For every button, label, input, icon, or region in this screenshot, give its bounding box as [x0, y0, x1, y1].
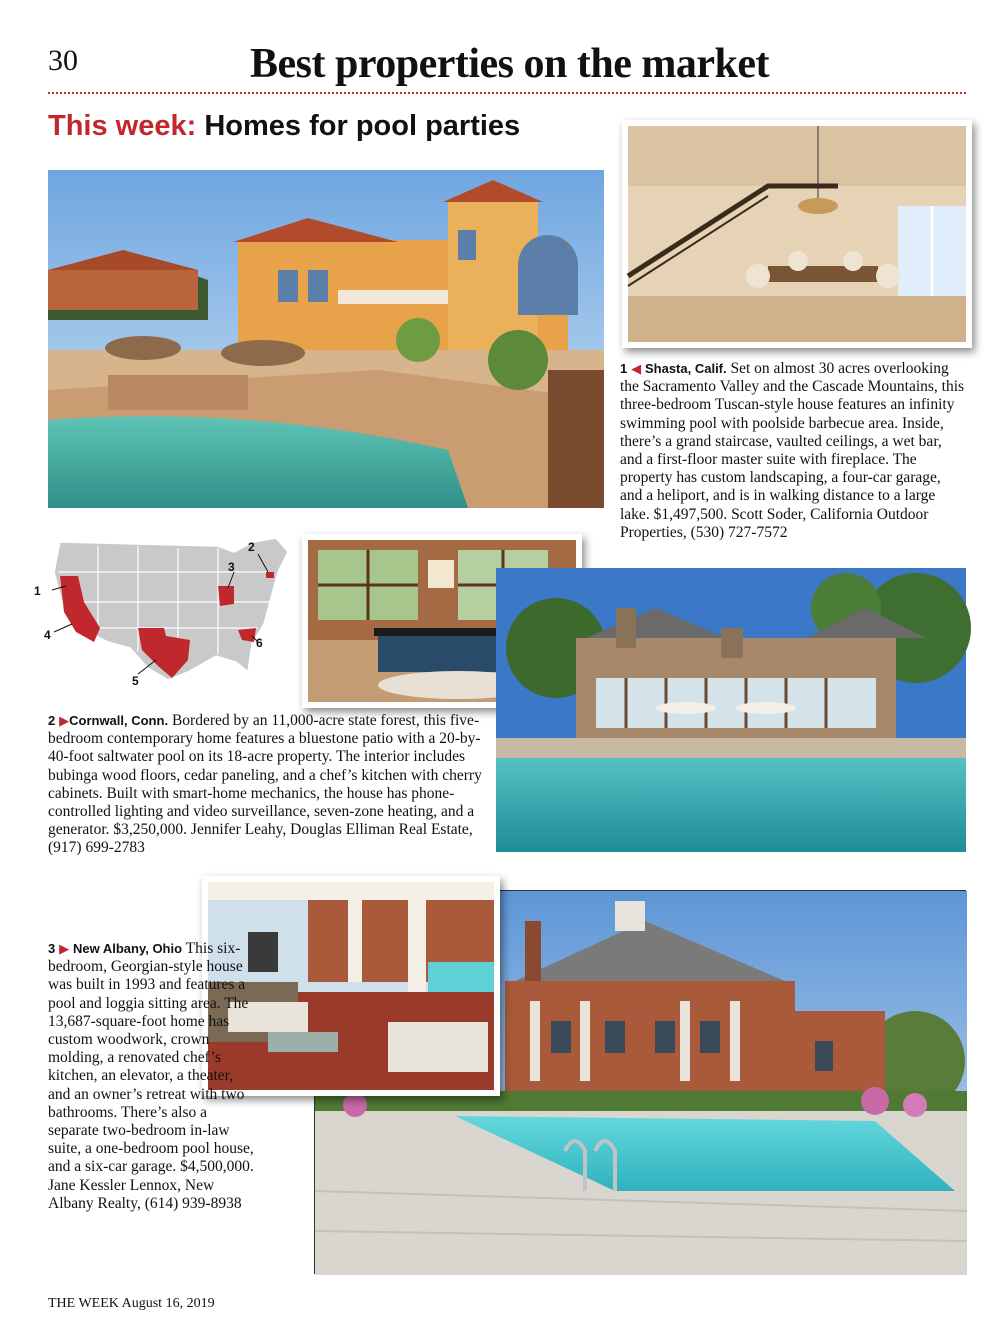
footer-date: August 16, 2019 — [121, 1296, 215, 1311]
listing-3-location: New Albany, Ohio — [72, 941, 183, 956]
section-heading: Homes for pool parties — [204, 110, 521, 142]
map-label-4: 4 — [44, 628, 51, 642]
page-footer — [48, 1296, 215, 1312]
left-arrow-icon: ◀ — [631, 361, 642, 376]
section-label: This week: — [48, 110, 197, 142]
us-map — [34, 532, 300, 692]
map-label-6: 6 — [256, 636, 263, 650]
section-title — [48, 110, 520, 143]
listing-2-blurb — [48, 712, 488, 858]
right-arrow-icon: ▶ — [59, 713, 70, 728]
right-arrow-icon: ▶ — [59, 941, 70, 956]
header-divider — [48, 92, 966, 94]
listing-3-number: 3 — [48, 941, 56, 956]
map-label-3: 3 — [228, 560, 235, 574]
shasta-pool-photo — [48, 170, 604, 508]
listing-2-number: 2 — [48, 713, 56, 728]
listing-3-blurb — [48, 940, 258, 1213]
footer-publication: THE WEEK — [48, 1296, 119, 1311]
listing-1-number: 1 — [620, 361, 628, 376]
shasta-interior-photo — [622, 120, 972, 348]
listing-1-location: Shasta, Calif. — [644, 361, 727, 376]
map-label-2: 2 — [248, 540, 255, 554]
listing-3-text: This six-bedroom, Georgian-style house was built in 1993 and features a pool and loggia sitting area. The 13,687-square-foot home has custom woodwork, crown molding, a renovated chef’s kitchen, an elevator, a theater, and an owner’s retreat with two bathrooms. There’s also a separate two-bedroom in-law suite, a one-bedroom pool house, and a six-car garage. $4,500,000. Jane Kessler Lennox, New Albany Realty, (614) 939-8938 — [48, 940, 254, 1212]
listing-1-blurb — [620, 360, 966, 542]
cornwall-pool-photo — [496, 568, 966, 852]
listing-2-text: Bordered by an 11,000-acre state forest, this five-bedroom contemporary home features a bluestone patio with a 20-by-40-foot saltwater pool on its 18-acre property. The interior includes bubinga wood floors, cedar paneling, and a chef’s kitchen with cherry cabinets. Built with smart-home mechanics, the house has phone-controlled lighting and video surveillance, seven-zone heating, and a generator. $3,250,000. Jennifer Leahy, Douglas Elliman Real Estate, (917) 699-2783 — [48, 712, 482, 857]
map-label-1: 1 — [34, 584, 41, 598]
listing-1-text: Set on almost 30 acres overlooking the Sacramento Valley and the Cascade Mountains, this three-bedroom Tuscan-style house features an infinity swimming pool with poolside barbecue area. Inside, there’s a grand staircase, vaulted ceilings, a wet bar, and a first-floor master suite with fireplace. The property has custom landscaping, a four-car garage, and a heliport, and is in walking distance to a large lake. $1,497,500. Scott Soder, California Outdoor Properties, (530) 727-7572 — [620, 360, 965, 541]
listing-2-location: Cornwall, Conn. — [69, 713, 169, 728]
page-number: 30 — [48, 44, 78, 77]
page-title: Best properties on the market — [250, 41, 769, 87]
map-label-5: 5 — [132, 674, 139, 688]
